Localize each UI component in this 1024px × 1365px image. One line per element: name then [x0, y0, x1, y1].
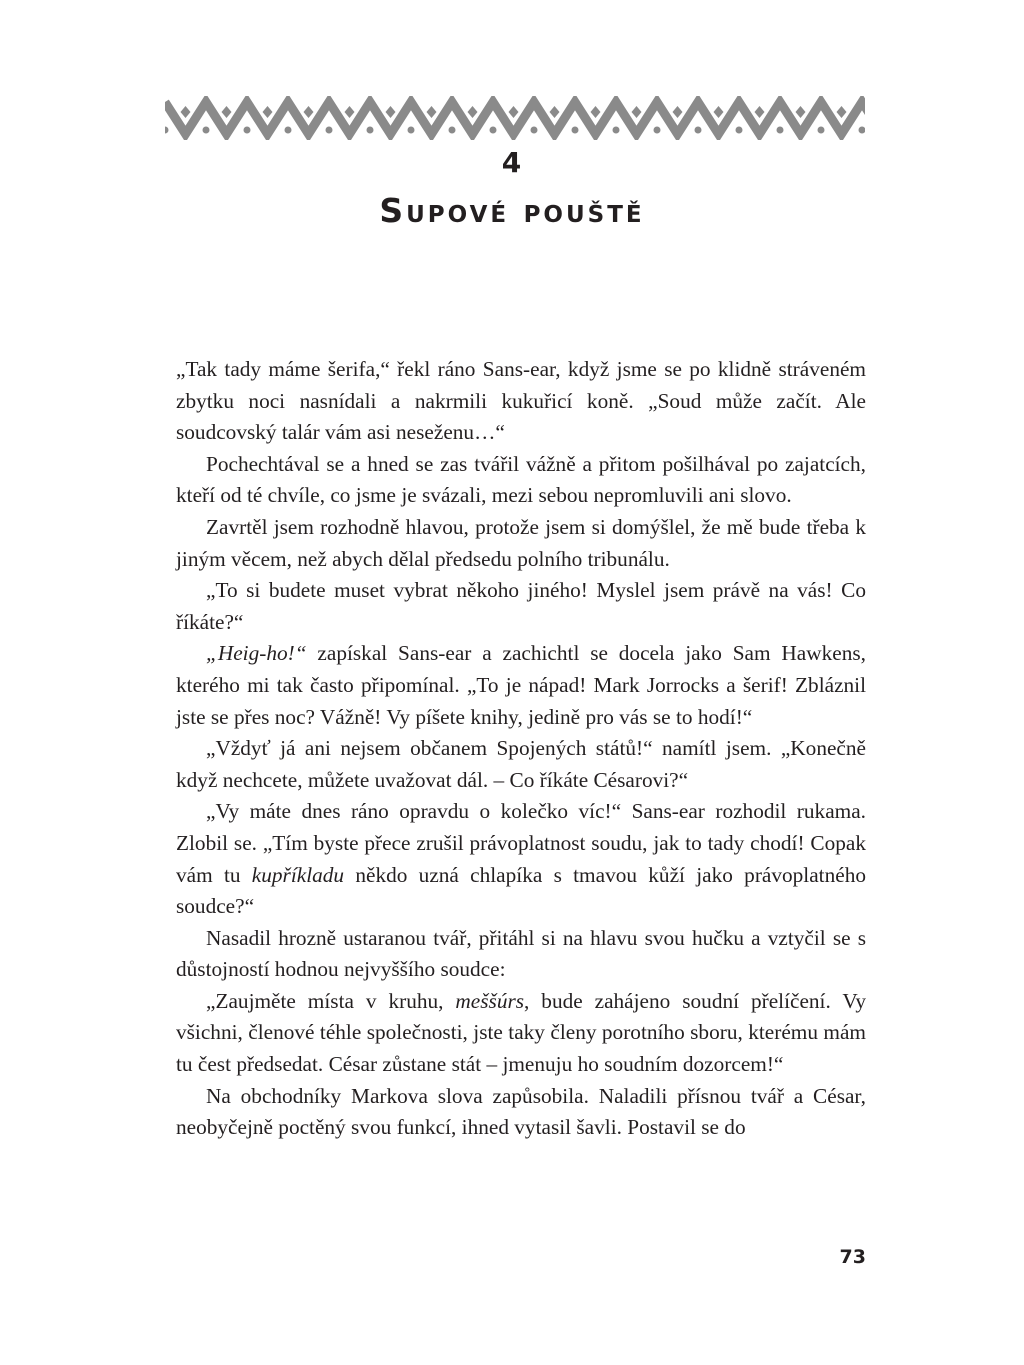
ornament-dot: [777, 127, 784, 134]
italic-run: meššúrs: [455, 988, 525, 1013]
text-run: „Vy máte dnes ráno opravdu o kolečko víc!“ Sans-ear rozhodil rukama. Zlobil se. „Tím byste přece zrušil právoplatnost soudu, jak to tady chodí! Copak vám tu: [176, 799, 866, 887]
paragraph: „Tak tady máme šerifa,“ řekl ráno Sans-ear, když jsme se po klidně stráveném zbytku noci nasnídali a nakrmili kukuřicí koně. „Soud může začít. Ale soudcovský talár vám asi neseženu…“: [176, 357, 866, 445]
ornament-diamond: [673, 106, 683, 118]
ornament-dot: [490, 127, 497, 134]
ornament-diamond: [427, 106, 437, 118]
ornament-diamond: [837, 106, 847, 118]
paragraph: [176, 638, 866, 733]
ornament-dot: [695, 127, 702, 134]
ornament-dot: [203, 127, 210, 134]
italic-run: kupříkladu: [251, 862, 345, 887]
ornament-diamond: [755, 106, 765, 118]
chapter-number: 4: [501, 146, 523, 179]
ornament-diamond: [796, 106, 806, 118]
ornament-dot: [736, 127, 743, 134]
ornament-dot: [531, 127, 538, 134]
paragraph: Nasadil hrozně ustaranou tvář, přitáhl si na hlavu svou hučku a vztyčil se s důstojností hodnou nejvyššího soudce:: [176, 925, 866, 982]
ornament-dot: [244, 127, 251, 134]
paragraph: „To si budete muset vybrat někoho jiného! Myslel jsem právě na vás! Co říkáte?“: [176, 578, 866, 634]
ornament-diamond: [632, 106, 642, 118]
text-run: někdo uzná chlapíka s tmavou kůží jako právoplatného soudce?“: [176, 862, 866, 919]
body-text: [176, 354, 866, 1144]
ornament-dot: [818, 127, 825, 134]
ornament-dot: [613, 127, 620, 134]
ornament-dot: [408, 127, 415, 134]
ornament-dot: [367, 127, 374, 134]
paragraph: Pochechtával se a hned se zas tvářil vážně a přitom pošilhával po zajatcích, kteří od té chvíle, co jsme je svázali, mezi sebou nepromluvili ani slovo.: [176, 451, 866, 508]
ornament-diamond: [386, 106, 396, 118]
paragraph: [176, 986, 866, 1081]
ornament-dot: [285, 127, 292, 134]
ornament-dot: [449, 127, 456, 134]
ornament-diamond: [468, 106, 478, 118]
ornament-dot: [859, 127, 866, 134]
page-number: 73: [839, 1246, 866, 1268]
paragraph: „Vždyť já ani nejsem občanem Spojených států!“ namítl jsem. „Konečně když nechcete, můžete uvažovat dál. – Co říkáte Césarovi?“: [176, 736, 866, 792]
paragraph: Na obchodníky Markova slova zapůsobila. Naladili přísnou tvář a César, neobyčejně poctěný svou funkcí, ihned vytasil šavli. Postavil se do: [176, 1083, 866, 1140]
text-run: zapískal Sans-ear a zachichtl se docela jako Sam Hawkens, kterého mi tak často připomínal. „To je nápad! Mark Jorrocks a šerif! Zbláznil jste se přes noc? Vážně! Vy píšete knihy, jedině pro vás se to hodí!“: [176, 641, 866, 729]
ornament-diamond: [222, 106, 232, 118]
chapter-title: Supové pouště: [379, 191, 645, 230]
italic-run: „Heig-ho!“: [206, 641, 307, 666]
text-run: „Zaujměte místa v kruhu,: [206, 988, 456, 1013]
paragraph: [176, 796, 866, 922]
text-run: , bude zahájeno soudní přelíčení. Vy všichni, členové téhle společnosti, jste taky členy porotního sboru, kterému mám tu čest předsedat. César zůstane stát – jmenuju ho soudním dozorcem!“: [176, 988, 867, 1077]
ornament-diamond: [181, 106, 191, 118]
ornament-diamond: [263, 106, 273, 118]
ornament-diamond: [591, 106, 601, 118]
ornament-diamond: [509, 106, 519, 118]
ornament-dot: [654, 127, 661, 134]
ornament-diamond: [345, 106, 355, 118]
paragraph: Zavrtěl jsem rozhodně hlavou, protože jsem si domýšlel, že mě bude třeba k jiným věcem, než abych dělal předsedu polního tribunálu.: [176, 514, 866, 571]
ornament-diamond: [550, 106, 560, 118]
ornament-dot: [165, 127, 169, 134]
ornament-diamond: [304, 106, 314, 118]
ornament-diamond: [714, 106, 724, 118]
ornament-dot: [326, 127, 333, 134]
ornament-dot: [572, 127, 579, 134]
chapter-ornament-band: [165, 96, 865, 140]
